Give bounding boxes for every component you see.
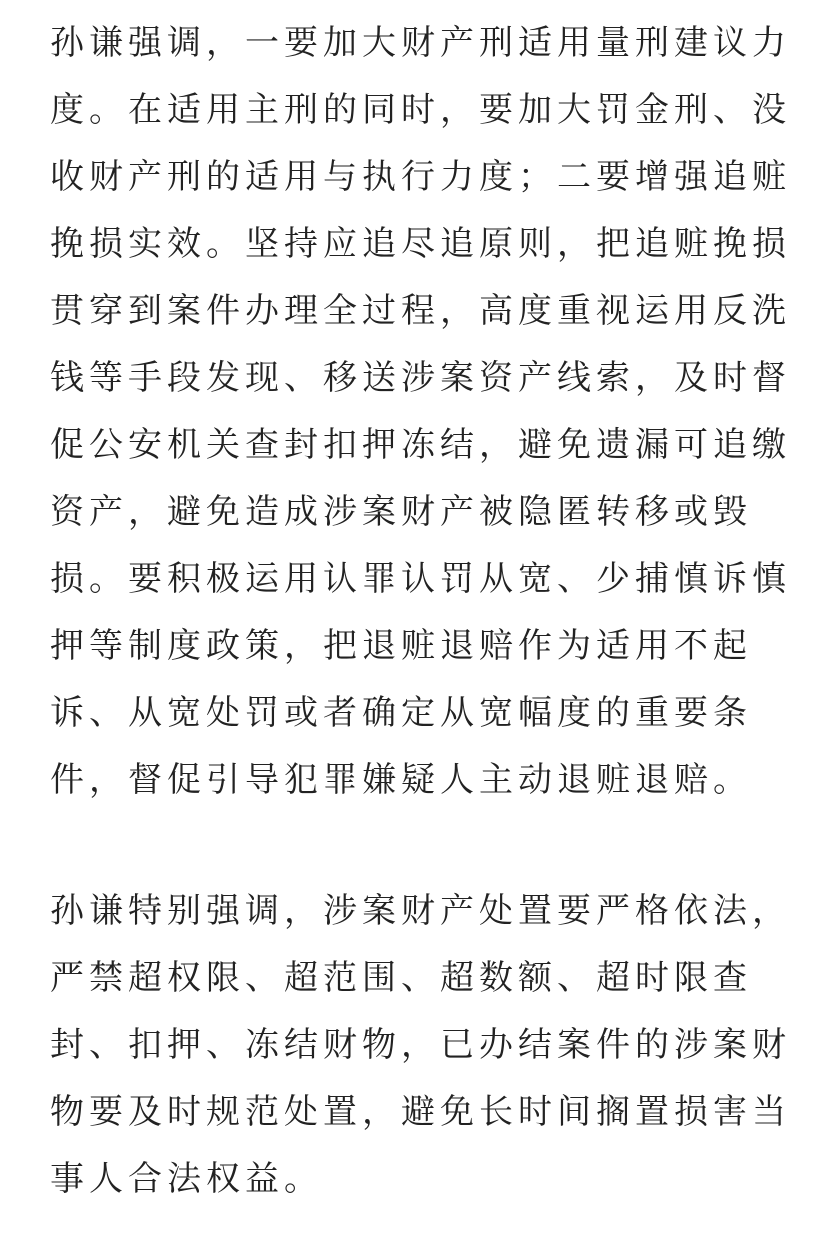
text-line: 诉、从宽处罚或者确定从宽幅度的重要条 <box>50 693 752 733</box>
text-line: 孙谦强调，一要加大财产刑适用量刑建议力 <box>50 23 791 63</box>
text-line: 件，督促引导犯罪嫌疑人主动退赃退赔。 <box>50 760 752 800</box>
text-line: 挽损实效。坚持应追尽追原则，把追赃挽损 <box>50 224 791 264</box>
text-line: 贯穿到案件办理全过程，高度重视运用反洗 <box>50 291 791 331</box>
text-line: 押等制度政策，把退赃退赔作为适用不起 <box>50 626 752 666</box>
text-line: 事人合法权益。 <box>50 1159 323 1199</box>
text-line: 钱等手段发现、移送涉案资产线索，及时督 <box>50 358 791 398</box>
text-line: 资产，避免造成涉案财产被隐匿转移或毁 <box>50 492 752 532</box>
text-line: 损。要积极运用认罪认罚从宽、少捕慎诉慎 <box>50 559 791 599</box>
text-line: 促公安机关查封扣押冻结，避免遗漏可追缴 <box>50 425 791 465</box>
text-line: 物要及时规范处置，避免长时间搁置损害当 <box>50 1092 791 1132</box>
text-line: 孙谦特别强调，涉案财产处置要严格依法， <box>50 891 791 931</box>
text-line: 度。在适用主刑的同时，要加大罚金刑、没 <box>50 90 791 130</box>
article-body <box>50 10 790 1213</box>
text-line: 严禁超权限、超范围、超数额、超时限查 <box>50 958 752 998</box>
paragraph-1 <box>50 10 790 814</box>
text-line: 封、扣押、冻结财物，已办结案件的涉案财 <box>50 1025 791 1065</box>
paragraph-2 <box>50 878 790 1213</box>
paragraph-spacer <box>50 814 790 878</box>
text-line: 收财产刑的适用与执行力度；二要增强追赃 <box>50 157 791 197</box>
